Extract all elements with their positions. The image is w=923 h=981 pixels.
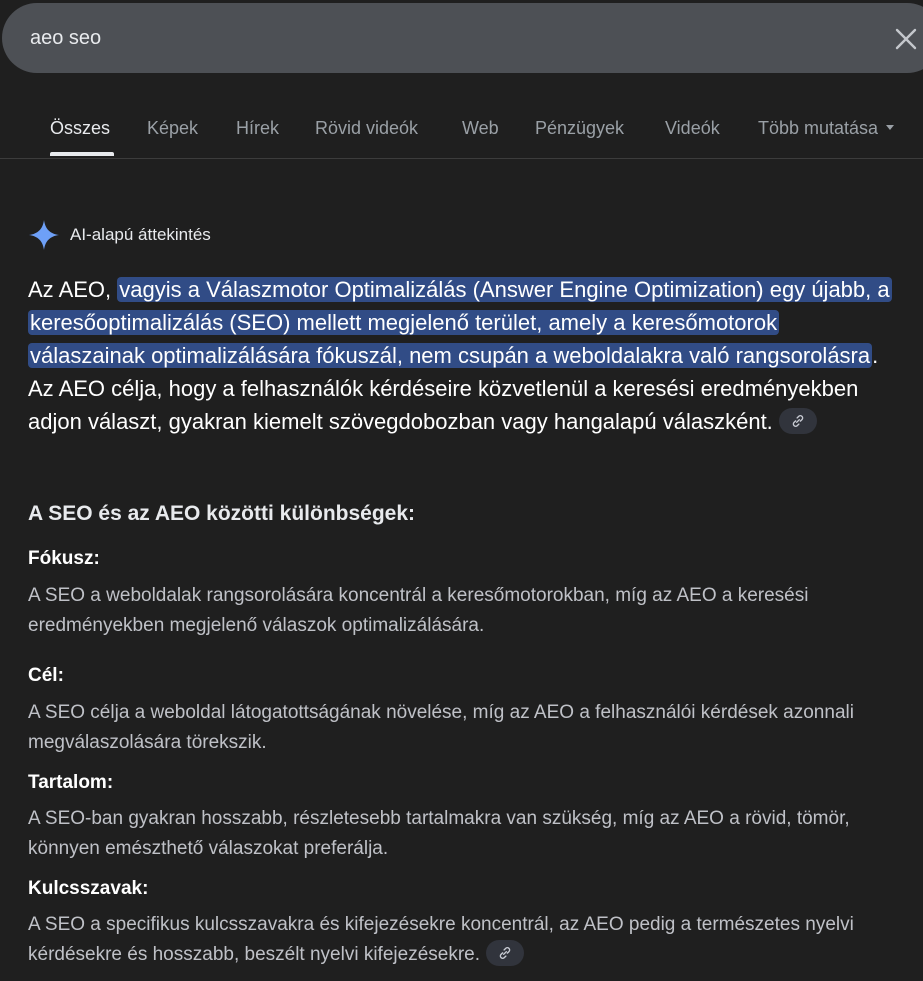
- item-title-keywords: Kulcsszavak:: [28, 878, 149, 899]
- item-body-keywords: [28, 910, 888, 970]
- item-title-goal: Cél:: [28, 665, 64, 686]
- item-body-keywords-text: A SEO a specifikus kulcsszavakra és kifejezésekre koncentrál, az AEO pedig a természetes nyelvi kérdésekre és hosszabb, beszélt nyelvi kifejezésekre.: [28, 914, 854, 965]
- tab-more[interactable]: [758, 118, 894, 139]
- item-title-focus: Fókusz:: [28, 548, 100, 569]
- caret-down-icon: [886, 125, 894, 130]
- link-icon: [498, 946, 512, 960]
- ai-overview-header: [28, 220, 211, 250]
- item-body-focus: A SEO a weboldalak rangsorolására koncentrál a keresőmotorokban, míg az AEO a keresési eredményekben megjelenő válaszok optimalizálására.: [28, 585, 809, 636]
- tab-images[interactable]: Képek: [147, 118, 199, 138]
- item-body-content: A SEO-ban gyakran hosszabb, részletesebb tartalmakra van szükség, míg az AEO a rövid, tömör, könnyen emészthető válaszokat preferálja.: [28, 808, 850, 859]
- differences-heading: A SEO és az AEO közötti különbségek:: [28, 502, 416, 525]
- tab-more-label: Több mutatása: [758, 118, 879, 138]
- ai-overview-label: AI-alapú áttekintés: [70, 225, 211, 244]
- tab-videos[interactable]: Videók: [665, 118, 720, 138]
- item-body-goal: A SEO célja a weboldal látogatottságának növelése, míg az AEO a felhasználói kérdések azonnali megválaszolására törekszik.: [28, 702, 854, 753]
- close-icon: [892, 25, 920, 53]
- tab-short-videos[interactable]: Rövid videók: [315, 118, 419, 138]
- search-tabs: [0, 100, 923, 159]
- search-input[interactable]: [30, 27, 730, 50]
- intro-prefix: Az AEO,: [28, 277, 118, 302]
- intro-suffix: . Az AEO célja, hogy a felhasználók kérdéseire közvetlenül a keresési eredményekben adjon választ, gyakran kiemelt szövegdobozban vagy hangalapú válaszként.: [28, 343, 879, 434]
- source-link-button[interactable]: [486, 940, 524, 966]
- sparkle-icon: [28, 219, 60, 251]
- intro-highlight: vagyis a Válaszmotor Optimalizálás (Answer Engine Optimization) egy újabb, a keresőoptimalizálás (SEO) mellett megjelenő terület, amely a keresőmotorok válaszainak optimalizálására fókuszál, nem csupán a weboldalakra való rangsorolásra: [30, 277, 890, 368]
- link-icon: [791, 414, 805, 428]
- tab-all[interactable]: Összes: [50, 118, 111, 138]
- tab-finance[interactable]: Pénzügyek: [535, 118, 625, 138]
- tab-news[interactable]: Hírek: [236, 118, 280, 138]
- source-link-button[interactable]: [779, 408, 817, 434]
- item-title-content: Tartalom:: [28, 772, 114, 793]
- active-tab-indicator: [50, 152, 114, 156]
- tab-web[interactable]: Web: [462, 118, 499, 138]
- search-bar: [2, 3, 923, 73]
- ai-overview-intro: [28, 273, 898, 438]
- clear-search-button[interactable]: [892, 25, 920, 53]
